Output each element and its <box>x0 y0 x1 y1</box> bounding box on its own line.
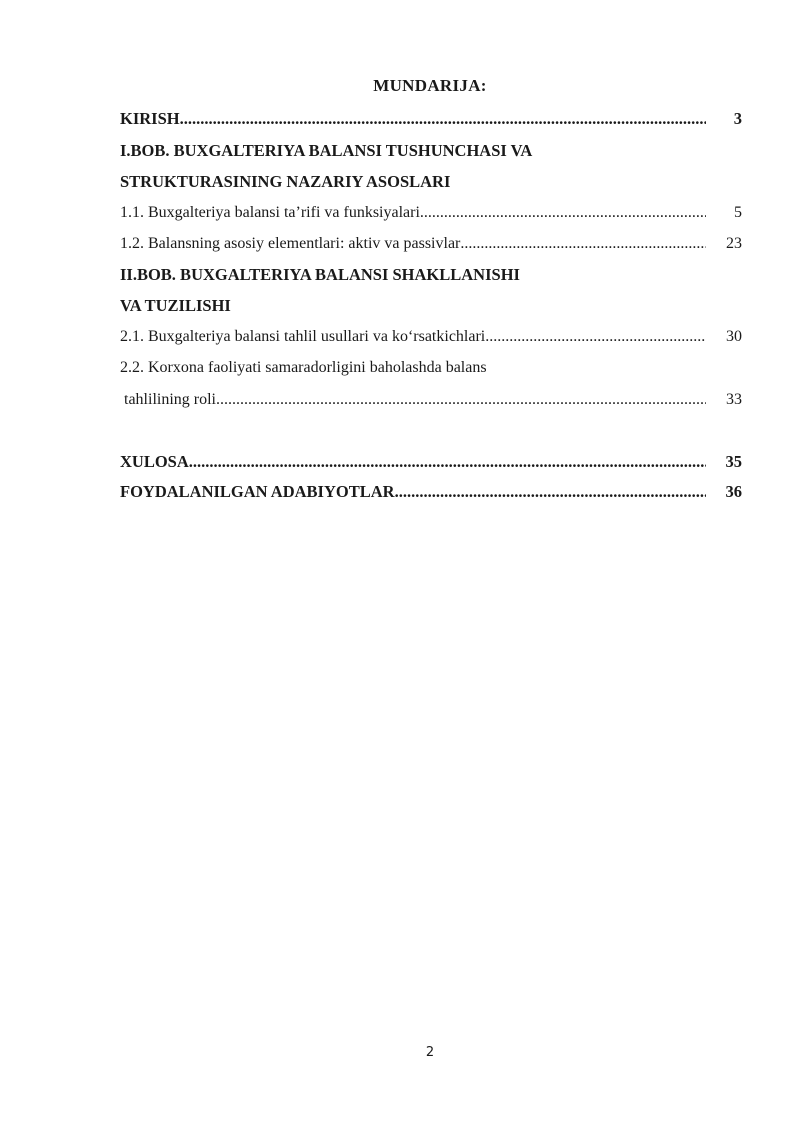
toc-entry-label: XULOSA <box>120 452 189 471</box>
toc-entry-label: 2.1. Buxgalteriya balansi tahlil usullari va ko‘rsatkichlari <box>120 328 486 345</box>
toc-entry-kirish <box>120 108 742 130</box>
toc-entry-2-1 <box>120 326 742 348</box>
toc-title: MUNDARIJA: <box>373 76 487 95</box>
toc-entry-page: 5 <box>734 204 742 221</box>
dot-leader <box>485 326 706 348</box>
chapter-1-heading-line-1: I.BOB. BUXGALTERIYA BALANSI TUSHUNCHASI VA <box>120 141 533 160</box>
toc-entry-label: tahlilining roli <box>120 391 216 408</box>
toc-entry-2-2 <box>120 389 742 411</box>
toc-entry-page: 23 <box>726 235 742 252</box>
toc-entry-xulosa <box>120 451 742 473</box>
toc-entry-1-2 <box>120 233 742 255</box>
toc-entry-label: KIRISH <box>120 109 180 128</box>
toc-entry-label: 1.2. Balansning asosiy elementlari: aktiv va passivlar <box>120 235 461 252</box>
toc-entry-label: FOYDALANILGAN ADABIYOTLAR <box>120 482 395 501</box>
dot-leader <box>420 202 706 224</box>
toc-entry-page: 35 <box>725 452 742 471</box>
dot-leader <box>189 451 706 473</box>
dot-leader <box>216 389 706 411</box>
toc-entry-1-1 <box>120 202 742 224</box>
toc-entry-page: 36 <box>725 482 742 501</box>
chapter-1-heading-line-2: STRUKTURASINING NAZARIY ASOSLARI <box>120 172 451 191</box>
chapter-2-heading-line-1: II.BOB. BUXGALTERIYA BALANSI SHAKLLANISHI <box>120 265 520 284</box>
page-number: 2 <box>425 1045 435 1060</box>
dot-leader <box>180 108 706 130</box>
toc-entry-page: 30 <box>726 328 742 345</box>
toc-entry-label: 1.1. Buxgalteriya balansi ta’rifi va funksiyalari <box>120 204 420 221</box>
dot-leader <box>395 481 706 503</box>
toc-entry-page: 33 <box>726 391 742 408</box>
toc-entry-2-2-line-1: 2.2. Korxona faoliyati samaradorligini baholashda balans <box>120 359 487 376</box>
chapter-2-heading-line-2: VA TUZILISHI <box>120 296 231 315</box>
toc-entry-adabiyotlar <box>120 481 742 503</box>
toc-entry-page: 3 <box>733 109 742 128</box>
dot-leader <box>460 233 706 255</box>
